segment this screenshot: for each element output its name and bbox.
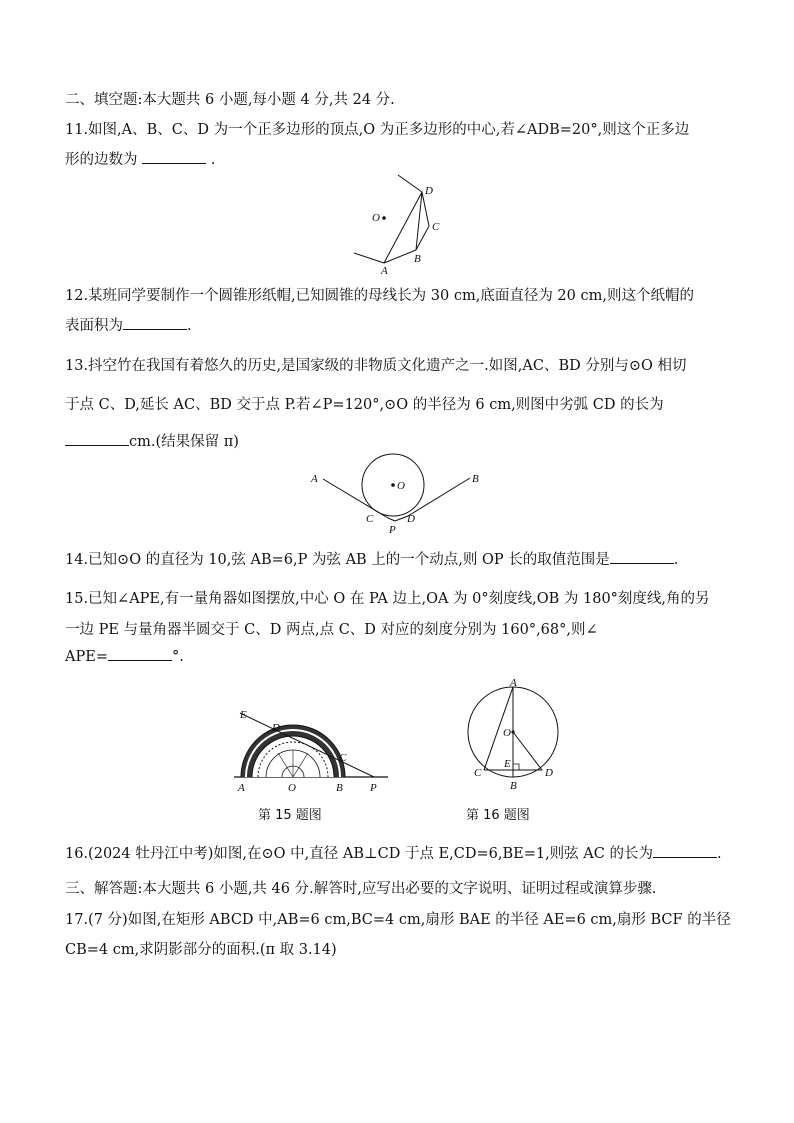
fig13-label-D: D xyxy=(407,513,415,525)
q15-line3b: °. xyxy=(171,649,184,665)
fig16-label-D: D xyxy=(545,767,553,779)
q17-line2: CB=4 cm,求阴影部分的面积.(π 取 3.14) xyxy=(65,942,337,958)
fig15-label-A: A xyxy=(238,782,245,794)
fig13-center-dot xyxy=(391,483,395,487)
q15-answer-blank[interactable] xyxy=(108,660,172,661)
fig15-caption: 第 15 题图 xyxy=(258,808,322,823)
q11-after: . xyxy=(210,152,216,168)
q14-text: 14.已知⊙O 的直径为 10,弦 AB=6,P 为弦 AB 上的一个动点,则 OP 长的取值范围是 xyxy=(65,552,610,568)
fig11-line-AB xyxy=(384,250,416,263)
q11-line2-text: 形的边数为 xyxy=(65,152,143,168)
section-2-heading: 二、填空题:本大题共 6 小题,每小题 4 分,共 24 分. xyxy=(65,92,395,108)
figure-11 xyxy=(350,170,450,280)
q16-after: . xyxy=(716,846,722,862)
q13-answer-blank[interactable] xyxy=(65,445,129,446)
fig11-line-CD xyxy=(422,192,429,226)
q16-answer-blank[interactable] xyxy=(653,857,717,858)
fig16-center-dot xyxy=(511,730,514,733)
q11-line1: 11.如图,A、B、C、D 为一个正多边形的顶点,O 为正多边形的中心,若∠ADB=20°,则这个正多边 xyxy=(65,122,690,138)
fig13-label-O: O xyxy=(397,480,405,492)
q13-line2: 于点 C、D,延长 AC、BD 交于点 P.若∠P=120°,⊙O 的半径为 6 cm,则图中劣弧 CD 的长为 xyxy=(65,397,664,413)
fig16-label-O: O xyxy=(503,727,511,739)
q15-line1: 15.已知∠APE,有一量角器如图摆放,中心 O 在 PA 边上,OA 为 0°刻度线,OB 为 180°刻度线,角的另 xyxy=(65,591,710,607)
fig11-ext-top xyxy=(398,175,422,192)
fig16-label-B: B xyxy=(510,780,517,792)
fig13-label-C: C xyxy=(366,513,374,525)
figure-16 xyxy=(460,675,570,795)
fig11-label-B: B xyxy=(414,253,421,265)
fig13-label-P: P xyxy=(389,524,396,536)
q14-line1 xyxy=(65,548,678,569)
q13-line3-text: cm.(结果保留 π) xyxy=(129,434,239,450)
q15-line3 xyxy=(65,649,184,665)
fig11-label-C: C xyxy=(432,221,440,233)
fig13-line-CP xyxy=(388,518,395,521)
fig15-label-O: O xyxy=(288,782,296,794)
q15-line2: 一边 PE 与量角器半圆交于 C、D 两点,点 C、D 对应的刻度分别为 160°,68°,则∠ xyxy=(65,622,598,638)
q14-answer-blank[interactable] xyxy=(610,563,674,564)
fig15-label-C: C xyxy=(339,752,347,764)
fig15-label-E: E xyxy=(240,709,247,721)
fig11-label-O: O xyxy=(372,212,380,224)
fig15-label-D: D xyxy=(272,722,280,734)
fig13-label-A: A xyxy=(311,473,318,485)
figure-15 xyxy=(232,705,392,795)
fig11-center-dot xyxy=(382,216,386,220)
q11-answer-blank[interactable] xyxy=(142,163,206,164)
section-3-heading: 三、解答题:本大题共 6 小题,共 46 分.解答时,应写出必要的文字说明、证明过程或演算步骤. xyxy=(65,881,657,897)
q12-line2 xyxy=(65,314,192,335)
fig11-ext-left xyxy=(354,253,384,263)
fig11-label-D: D xyxy=(425,185,433,197)
q16-line1 xyxy=(65,842,722,863)
fig11-label-A: A xyxy=(381,265,388,277)
q17-line1: 17.(7 分)如图,在矩形 ABCD 中,AB=6 cm,BC=4 cm,扇形 BAE 的半径 AE=6 cm,扇形 BCF 的半径 xyxy=(65,912,731,928)
fig16-label-E: E xyxy=(504,758,511,770)
fig16-label-C: C xyxy=(474,767,482,779)
q14-after: . xyxy=(673,552,679,568)
fig16-caption: 第 16 题图 xyxy=(466,808,530,823)
q13-line1: 13.抖空竹在我国有着悠久的历史,是国家级的非物质文化遗产之一.如图,AC、BD 分别与⊙O 相切 xyxy=(65,358,687,374)
q11-line2 xyxy=(65,148,215,169)
q16-text: 16.(2024 牡丹江中考)如图,在⊙O 中,直径 AB⊥CD 于点 E,CD=6,BE=1,则弦 AC 的长为 xyxy=(65,846,653,862)
q12-answer-blank[interactable] xyxy=(123,329,187,330)
fig16-label-A: A xyxy=(510,677,517,689)
q15-line3a: APE= xyxy=(65,649,108,665)
q12-after: . xyxy=(187,318,192,334)
figure-13 xyxy=(305,450,495,540)
fig15-label-P: P xyxy=(370,782,377,794)
q12-line2-text: 表面积为 xyxy=(65,318,123,334)
fig13-line-BD xyxy=(408,478,470,516)
fig16-right-angle-mark xyxy=(513,764,519,770)
fig13-label-B: B xyxy=(472,473,479,485)
fig15-label-B: B xyxy=(336,782,343,794)
q12-line1: 12.某班同学要制作一个圆锥形纸帽,已知圆锥的母线长为 30 cm,底面直径为 20 cm,则这个纸帽的 xyxy=(65,288,694,304)
q13-line3 xyxy=(65,430,239,451)
